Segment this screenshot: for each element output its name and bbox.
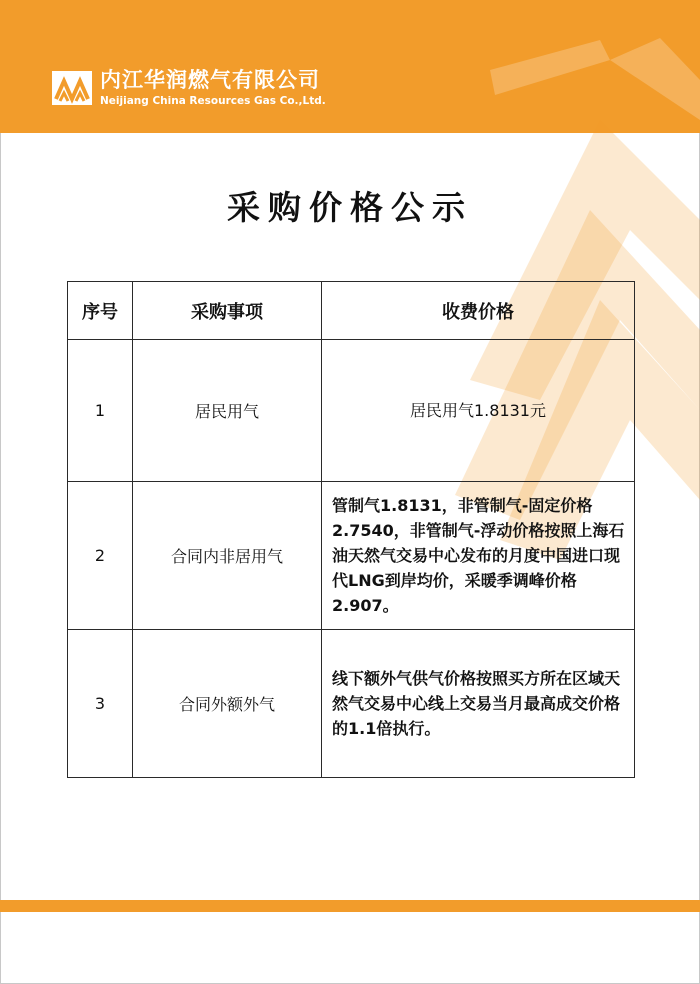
row-item: 居民用气 bbox=[133, 340, 322, 482]
row-price: 管制气1.8131，非管制气-固定价格2.7540，非管制气-浮动价格按照上海石油天然气交易中心发布的月度中国进口现代LNG到岸均价，采暖季调峰价格2.907。 bbox=[322, 482, 635, 630]
logo-mark-icon bbox=[52, 71, 92, 105]
row-item: 合同内非居用气 bbox=[133, 482, 322, 630]
row-no: 1 bbox=[68, 340, 133, 482]
header-no: 序号 bbox=[68, 282, 133, 340]
row-no: 2 bbox=[68, 482, 133, 630]
footer-bar bbox=[0, 900, 700, 912]
header-item: 采购事项 bbox=[133, 282, 322, 340]
row-price: 居民用气1.8131元 bbox=[322, 340, 635, 482]
table-row bbox=[68, 630, 635, 778]
row-no: 3 bbox=[68, 630, 133, 778]
table-row bbox=[68, 482, 635, 630]
header-price: 收费价格 bbox=[322, 282, 635, 340]
price-table bbox=[67, 281, 635, 778]
page-title: 采购价格公示 bbox=[227, 188, 473, 227]
decorative-arrow-graphic bbox=[0, 0, 700, 133]
table-row bbox=[68, 340, 635, 482]
company-name-cn: 内江华润燃气有限公司 bbox=[100, 68, 320, 92]
header-banner bbox=[0, 0, 700, 133]
row-price: 线下额外气供气价格按照买方所在区域天然气交易中心线上交易当月最高成交价格的1.1倍执行。 bbox=[322, 630, 635, 778]
row-item: 合同外额外气 bbox=[133, 630, 322, 778]
company-logo bbox=[52, 68, 326, 108]
table-header-row bbox=[68, 282, 635, 340]
company-name-en: Neijiang China Resources Gas Co.,Ltd. bbox=[100, 95, 326, 107]
